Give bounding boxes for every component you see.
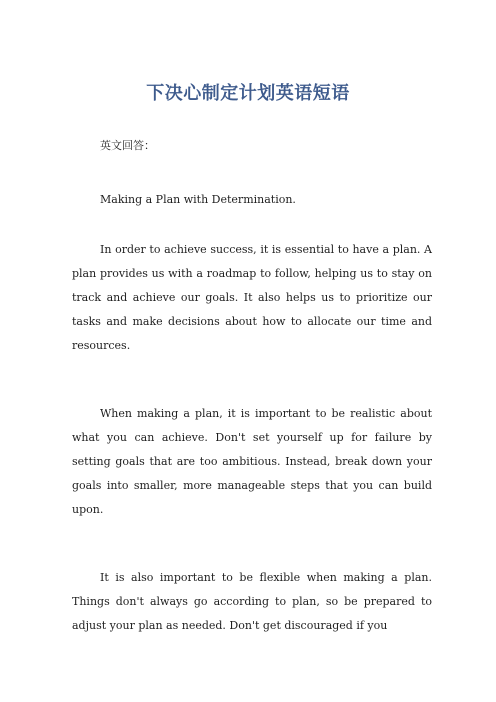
paragraph-be-realistic: When making a plan, it is important to be realistic about what you can achieve. Don't set yourself up for failure by setting goals that are too ambitious. Instead, break down your goals into smaller, more manageable steps that you can build upon.: [72, 407, 432, 516]
essay-heading: Making a Plan with Determination.: [100, 193, 296, 206]
document-title: 下决心制定计划英语短语: [146, 83, 350, 104]
paragraph-importance-of-plan: In order to achieve success, it is essential to have a plan. A plan provides us with a roadmap to follow, helping us to stay on track and achieve our goals. It also helps us to prioritize our tasks and make decisions about how to allocate our time and resources.: [72, 243, 432, 352]
paragraph-be-flexible: It is also important to be flexible when making a plan. Things don't always go according to plan, so be prepared to adjust your plan as needed. Don't get discouraged if you: [72, 571, 432, 632]
section-label-english-answer: 英文回答：: [100, 139, 155, 152]
